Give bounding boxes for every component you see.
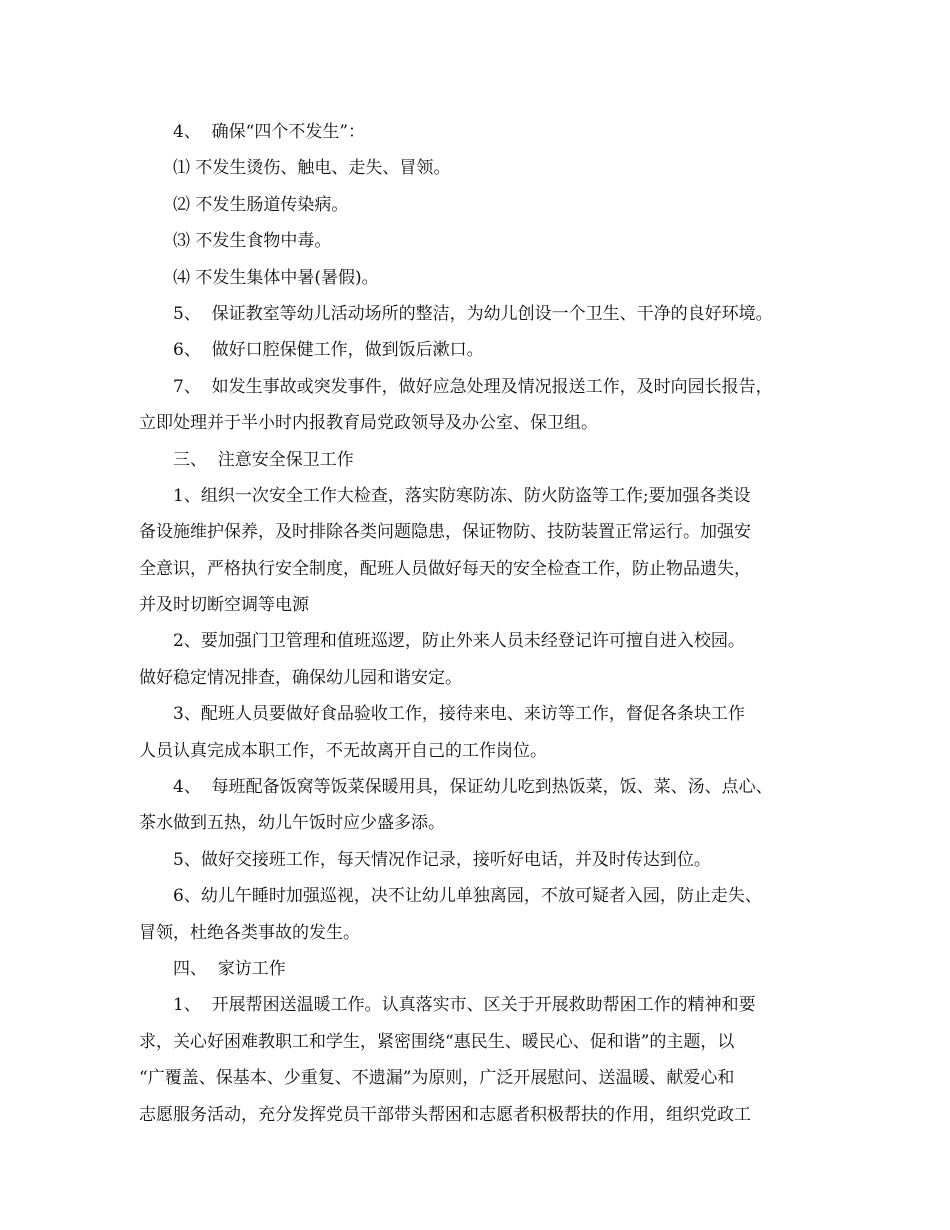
paragraph-line: 做好稳定情况排查，确保幼儿园和谐安定。 bbox=[139, 667, 462, 688]
paragraph-line: ⑶ 不发生食物中毒。 bbox=[173, 231, 332, 252]
paragraph-line: 并及时切断空调等电源 bbox=[139, 595, 309, 616]
paragraph-line: 6、幼儿午睡时加强巡视，决不让幼儿单独离园，不放可疑者入园，防止走失、 bbox=[173, 886, 762, 907]
paragraph-line: 2、要加强门卫管理和值班巡逻，防止外来人员未经登记许可擅自进入校园。 bbox=[173, 631, 745, 652]
paragraph-line: 1、组织一次安全工作大检查，落实防寒防冻、防火防盗等工作;要加强各类设 bbox=[173, 485, 751, 506]
paragraph-line: ⑷ 不发生集体中暑(暑假)。 bbox=[173, 267, 379, 288]
paragraph-line: 1、 开展帮困送温暖工作。认真落实市、区关于开展救助帮困工作的精神和要 bbox=[173, 995, 756, 1016]
paragraph-line: 4、 每班配备饭窝等饭菜保暖用具，保证幼儿吃到热饭菜，饭、菜、汤、点心、 bbox=[173, 777, 773, 798]
paragraph-line: 全意识，严格执行安全制度，配班人员做好每天的安全检查工作，防止物品遗失， bbox=[139, 558, 751, 579]
paragraph-line: 备设施维护保养，及时排除各类问题隐患，保证物防、技防装置正常运行。加强安 bbox=[139, 522, 751, 543]
paragraph-line: 3、配班人员要做好食品验收工作，接待来电、来访等工作，督促各条块工作 bbox=[173, 704, 745, 725]
paragraph-line: 5、做好交接班工作，每天情况作记录，接听好电话，并及时传达到位。 bbox=[173, 849, 711, 870]
document-body bbox=[139, 114, 839, 1133]
paragraph-line: 求，关心好困难教职工和学生，紧密围绕“惠民生、暖民心、促和谐”的主题，以 bbox=[139, 1031, 735, 1052]
paragraph-line: 6、 做好口腔保健工作，做到饭后漱口。 bbox=[173, 340, 484, 361]
paragraph-line: 5、 保证教室等幼儿活动场所的整洁，为幼儿创设一个卫生、干净的良好环境。 bbox=[173, 303, 773, 324]
section-heading: 四、 家访工作 bbox=[173, 958, 286, 979]
section-heading: 三、 注意安全保卫工作 bbox=[173, 449, 354, 470]
paragraph-line: “广覆盖、保基本、少重复、不遗漏”为原则，广泛开展慰问、送温暖、献爱心和 bbox=[139, 1068, 735, 1089]
paragraph-line: 志愿服务活动，充分发挥党员干部带头帮困和志愿者积极帮扶的作用，组织党政工 bbox=[139, 1104, 751, 1125]
paragraph-line: 茶水做到五热，幼儿午饭时应少盛多添。 bbox=[139, 813, 445, 834]
paragraph-line: ⑴ 不发生烫伤、触电、走失、冒领。 bbox=[173, 158, 451, 179]
paragraph-line: 7、 如发生事故或突发事件，做好应急处理及情况报送工作，及时向园长报告， bbox=[173, 376, 773, 397]
paragraph-line: 4、 确保“四个不发生”： bbox=[173, 122, 366, 142]
paragraph-line: 立即处理并于半小时内报教育局党政领导及办公室、保卫组。 bbox=[139, 413, 598, 434]
paragraph-line: 冒领，杜绝各类事故的发生。 bbox=[139, 922, 360, 943]
paragraph-line: ⑵ 不发生肠道传染病。 bbox=[173, 194, 349, 215]
paragraph-line: 人员认真完成本职工作，不无故离开自己的工作岗位。 bbox=[139, 740, 547, 761]
